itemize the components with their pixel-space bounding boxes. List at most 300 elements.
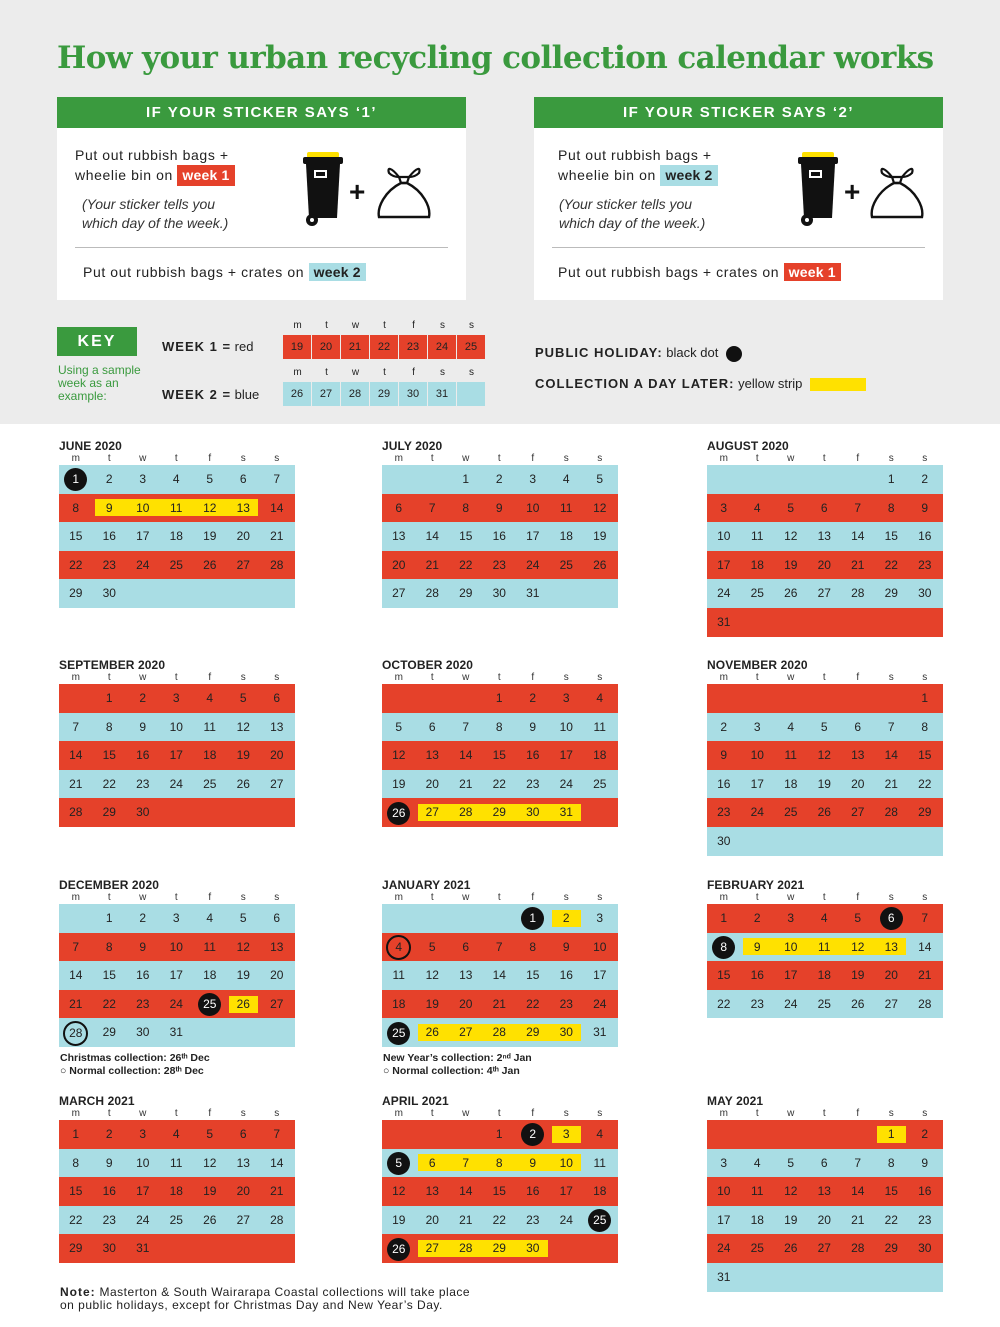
day-number: 14: [851, 1184, 865, 1199]
day-number: 10: [136, 500, 150, 515]
day-header: s: [274, 1108, 280, 1119]
day-cell: [449, 1120, 483, 1149]
week-row-week-2: [707, 933, 943, 962]
day-cell: [227, 713, 261, 742]
day-cell: [160, 990, 194, 1019]
month-grid: [382, 904, 618, 1047]
day-number: 10: [593, 939, 607, 954]
day-cell: [841, 741, 875, 770]
day-cell: [93, 713, 127, 742]
day-cell: [59, 1018, 93, 1047]
day-number: 27: [459, 1025, 473, 1040]
day-cell: [260, 494, 294, 523]
day-number: 21: [69, 996, 83, 1011]
day-cell: [93, 933, 127, 962]
day-cell: [583, 1120, 617, 1149]
day-cell: [483, 1206, 517, 1235]
day-number: 19: [203, 529, 217, 544]
day-number: 26: [593, 557, 607, 572]
day-number: 20: [851, 776, 865, 791]
week-row-week-1: [707, 904, 943, 933]
week-row-week-1: [707, 961, 943, 990]
day-number: 3: [562, 1127, 570, 1141]
day-number: 15: [69, 1184, 83, 1199]
day-number: 22: [492, 776, 506, 791]
sticker-2-line1b: wheelie bin on: [558, 167, 656, 183]
day-header: m: [71, 1108, 80, 1119]
day-cell: [707, 1206, 741, 1235]
week-row-week-2: [382, 1149, 618, 1178]
day-cell: [59, 1120, 93, 1149]
day-cell: [550, 770, 584, 799]
day-number: 8: [921, 719, 929, 734]
sticker-1-line1a: Put out rubbish bags +: [75, 147, 229, 163]
day-cell: [908, 608, 942, 637]
day-cell: [583, 933, 617, 962]
day-number: 27: [884, 996, 898, 1011]
day-number: 9: [105, 500, 113, 515]
day-cell: [227, 990, 261, 1019]
month-december-2020: [59, 879, 295, 1047]
week-row-week-2: [59, 961, 295, 990]
day-cell: [93, 1149, 127, 1178]
day-number: 15: [102, 968, 116, 983]
day-number: 31: [169, 1025, 183, 1040]
day-cell: [126, 494, 160, 523]
day-number: 18: [593, 748, 607, 763]
day-headers: [707, 892, 943, 904]
collection-later-legend: [535, 376, 866, 391]
day-cell: [193, 494, 227, 523]
day-cell: [550, 1206, 584, 1235]
day-number: 18: [784, 776, 798, 791]
day-cell: [483, 904, 517, 933]
day-cell: [841, 1149, 875, 1178]
day-header: t: [107, 892, 111, 903]
day-number: 30: [717, 833, 731, 848]
day-cell: [583, 770, 617, 799]
day-number: 18: [203, 748, 217, 763]
public-holiday-dot: 1: [64, 468, 87, 491]
week-row-week-1: [382, 1177, 618, 1206]
week-row-week-2: [707, 1206, 943, 1235]
public-holiday-dot: 25: [387, 1022, 410, 1045]
day-cell: [707, 713, 741, 742]
day-number: 29: [459, 586, 473, 601]
day-number: 27: [817, 1241, 831, 1256]
day-number: 8: [105, 719, 113, 734]
day-cell: [841, 684, 875, 713]
day-cell: [908, 770, 942, 799]
day-number: 20: [270, 748, 284, 763]
day-number: 21: [851, 557, 865, 572]
day-header: s: [597, 1108, 603, 1119]
sticker-1-line2: Put out rubbish bags + crates on: [83, 264, 305, 280]
day-header: f: [208, 672, 212, 683]
day-cell: [382, 522, 416, 551]
day-cell: [160, 1177, 194, 1206]
key-day-headers: [283, 367, 486, 378]
day-number: 29: [884, 586, 898, 601]
day-number: 26: [236, 776, 250, 791]
week-1-badge: week 1: [784, 263, 841, 281]
day-header: m: [71, 672, 80, 683]
day-cell: [416, 1206, 450, 1235]
month-grid: [707, 684, 943, 856]
day-cell: [741, 1120, 775, 1149]
day-number: 16: [102, 1184, 116, 1199]
day-number: 19: [817, 776, 831, 791]
day-number: 5: [206, 472, 214, 486]
day-number: 5: [239, 911, 247, 925]
day-number: 1: [72, 1127, 80, 1141]
key-day-cell: 28: [341, 382, 369, 406]
day-cell: [583, 684, 617, 713]
day-number: 10: [169, 939, 183, 954]
day-cell: [841, 1234, 875, 1263]
day-cell: [160, 494, 194, 523]
month-grid: [59, 1120, 295, 1263]
day-number: 14: [918, 939, 932, 954]
day-cell: [583, 961, 617, 990]
day-number: 14: [69, 968, 83, 983]
day-number: 14: [69, 748, 83, 763]
day-header: m: [394, 672, 403, 683]
day-cell: [93, 1234, 127, 1263]
day-cell: [908, 551, 942, 580]
day-cell: [774, 494, 808, 523]
public-holiday-dot: 25: [588, 1209, 611, 1232]
sticker-2-card: [534, 97, 943, 300]
day-number: 6: [820, 500, 828, 515]
month-february-2021: [707, 879, 943, 1018]
day-cell: [260, 522, 294, 551]
day-cell: [516, 579, 550, 608]
day-number: 7: [854, 500, 862, 515]
day-number: 4: [596, 691, 604, 705]
day-cell: [382, 770, 416, 799]
day-header: s: [922, 672, 928, 683]
collection-later-label: COLLECTION A DAY LATER:: [535, 376, 735, 391]
day-cell: [875, 608, 909, 637]
day-cell: [193, 1120, 227, 1149]
day-number: 3: [139, 472, 147, 486]
day-cell: [841, 798, 875, 827]
day-cell: [774, 827, 808, 856]
day-cell: [382, 933, 416, 962]
day-number: 9: [720, 748, 728, 763]
day-number: 13: [392, 529, 406, 544]
day-cell: [260, 684, 294, 713]
week-row-week-2: [707, 579, 943, 608]
day-number: 20: [425, 1212, 439, 1227]
week-1-badge: week 1: [177, 165, 234, 186]
day-number: 30: [136, 1025, 150, 1040]
day-number: 8: [105, 939, 113, 954]
day-number: 27: [851, 805, 865, 820]
day-number: 17: [784, 968, 798, 983]
day-number: 11: [170, 500, 183, 515]
day-cell: [550, 579, 584, 608]
day-number: 20: [884, 968, 898, 983]
day-number: 11: [203, 719, 216, 734]
day-number: 28: [918, 996, 932, 1011]
day-number: 7: [495, 939, 503, 954]
day-cell: [93, 522, 127, 551]
day-cell: [382, 1149, 416, 1178]
day-number: 13: [236, 500, 250, 515]
month-grid: [382, 465, 618, 608]
day-cell: [227, 579, 261, 608]
day-cell: [808, 741, 842, 770]
day-cell: [583, 904, 617, 933]
day-header: s: [922, 892, 928, 903]
day-number: 7: [428, 500, 436, 515]
day-header: s: [888, 892, 894, 903]
day-number: 10: [559, 719, 573, 734]
day-cell: [875, 465, 909, 494]
day-number: 12: [236, 719, 250, 734]
day-number: 30: [136, 805, 150, 820]
day-cell: [808, 904, 842, 933]
week-1-key-color: red: [234, 339, 254, 354]
day-cell: [875, 770, 909, 799]
public-holiday-label: PUBLIC HOLIDAY:: [535, 345, 663, 360]
day-cell: [449, 933, 483, 962]
day-cell: [483, 1018, 517, 1047]
week-row-week-2: [382, 904, 618, 933]
day-number: 6: [239, 472, 247, 486]
day-cell: [59, 1149, 93, 1178]
day-number: 1: [495, 691, 503, 705]
day-cell: [774, 608, 808, 637]
day-cell: [483, 798, 517, 827]
day-cell: [449, 990, 483, 1019]
day-number: 26: [784, 586, 798, 601]
day-headers: [59, 672, 295, 684]
day-number: 12: [425, 968, 439, 983]
day-cell: [416, 522, 450, 551]
day-cell: [449, 465, 483, 494]
week-row-week-2: [382, 522, 618, 551]
day-number: 21: [851, 1212, 865, 1227]
week-row-week-2: [59, 465, 295, 494]
day-cell: [741, 798, 775, 827]
day-number: 21: [69, 776, 83, 791]
day-cell: [193, 579, 227, 608]
day-number: 10: [136, 1155, 150, 1170]
day-cell: [416, 1177, 450, 1206]
day-cell: [516, 798, 550, 827]
day-cell: [707, 1177, 741, 1206]
wheelie-bin-icon: [301, 152, 345, 227]
day-number: 9: [139, 939, 147, 954]
day-cell: [382, 1120, 416, 1149]
key-day-cell: 26: [283, 382, 311, 406]
day-number: 30: [526, 1241, 540, 1256]
day-header: m: [394, 892, 403, 903]
day-cell: [808, 770, 842, 799]
day-cell: [260, 798, 294, 827]
day-header: s: [888, 672, 894, 683]
day-cell: [59, 961, 93, 990]
day-number: 11: [170, 1155, 183, 1170]
month-grid: [59, 904, 295, 1047]
day-cell: [449, 1206, 483, 1235]
day-cell: [774, 798, 808, 827]
week-row-week-2: [707, 465, 943, 494]
day-cell: [875, 1206, 909, 1235]
footnote-line2: on public holidays, except for Christmas Day and New Year’s Day.: [60, 1298, 443, 1312]
day-number: 16: [918, 529, 932, 544]
day-number: 24: [136, 1212, 150, 1227]
day-header: f: [208, 1108, 212, 1119]
week-row-week-1: [382, 1120, 618, 1149]
day-cell: [841, 961, 875, 990]
day-cell: [416, 798, 450, 827]
day-cell: [416, 1234, 450, 1263]
week-row-week-1: [59, 1234, 295, 1263]
sticker-1-card: [57, 97, 466, 300]
day-cell: [875, 1149, 909, 1178]
sticker-1-instruction: [75, 146, 235, 186]
sticker-2-line2: Put out rubbish bags + crates on: [558, 264, 780, 280]
key-day-headers: [283, 320, 486, 331]
day-number: 9: [105, 1155, 113, 1170]
day-cell: [516, 990, 550, 1019]
key-day-cell: 30: [399, 382, 427, 406]
day-header: w: [787, 1108, 795, 1119]
day-number: 4: [753, 1155, 761, 1170]
key-day-cell: 27: [312, 382, 340, 406]
day-cell: [808, 494, 842, 523]
day-number: 31: [136, 1241, 150, 1256]
day-number: 28: [459, 1241, 473, 1256]
day-headers: [382, 1108, 618, 1120]
day-header: s: [563, 892, 569, 903]
day-cell: [774, 741, 808, 770]
week-row-week-2: [707, 1149, 943, 1178]
month-title: FEBRUARY 2021: [707, 878, 805, 892]
day-number: 16: [559, 968, 573, 983]
day-number: 25: [750, 1241, 764, 1256]
day-number: 13: [817, 1184, 831, 1199]
day-header: t: [174, 453, 178, 464]
day-cell: [583, 494, 617, 523]
day-header: f: [531, 672, 535, 683]
day-number: 14: [884, 748, 898, 763]
day-cell: [93, 961, 127, 990]
day-cell: [193, 933, 227, 962]
day-cell: [227, 551, 261, 580]
day-header: s: [597, 892, 603, 903]
day-cell: [382, 713, 416, 742]
month-grid: [707, 465, 943, 637]
day-number: 15: [717, 968, 731, 983]
week-2-key-color: blue: [234, 387, 260, 402]
day-number: 5: [206, 1127, 214, 1141]
day-header: t: [383, 367, 386, 378]
day-cell: [774, 770, 808, 799]
day-number: 15: [884, 1184, 898, 1199]
day-header: t: [822, 1108, 826, 1119]
day-cell: [126, 1234, 160, 1263]
day-cell: [160, 741, 194, 770]
day-number: 18: [169, 1184, 183, 1199]
day-cell: [382, 961, 416, 990]
day-cell: [908, 522, 942, 551]
day-cell: [449, 961, 483, 990]
day-cell: [583, 1206, 617, 1235]
day-cell: [260, 741, 294, 770]
day-cell: [707, 579, 741, 608]
week-row-week-2: [707, 827, 943, 856]
day-cell: [449, 579, 483, 608]
day-cell: [774, 579, 808, 608]
day-header: m: [719, 672, 728, 683]
day-cell: [260, 713, 294, 742]
key-day-cell: [457, 382, 485, 406]
rubbish-bag-icon: [868, 163, 926, 223]
day-cell: [550, 741, 584, 770]
day-cell: [875, 494, 909, 523]
day-cell: [550, 904, 584, 933]
day-cell: [483, 579, 517, 608]
day-cell: [707, 608, 741, 637]
day-cell: [260, 904, 294, 933]
day-cell: [516, 741, 550, 770]
day-number: 27: [425, 1241, 439, 1256]
day-number: 9: [139, 719, 147, 734]
day-cell: [160, 1206, 194, 1235]
day-number: 21: [459, 1212, 473, 1227]
day-number: 22: [884, 557, 898, 572]
day-number: 8: [72, 1155, 80, 1170]
day-cell: [160, 713, 194, 742]
day-number: 11: [203, 939, 216, 954]
day-number: 16: [492, 529, 506, 544]
day-number: 14: [270, 500, 284, 515]
day-cell: [416, 904, 450, 933]
day-cell: [126, 1120, 160, 1149]
day-cell: [516, 684, 550, 713]
day-cell: [160, 684, 194, 713]
day-cell: [382, 1177, 416, 1206]
day-cell: [741, 684, 775, 713]
week-row-week-1: [59, 933, 295, 962]
month-title: JULY 2020: [382, 439, 443, 453]
day-number: 11: [751, 1184, 764, 1199]
day-cell: [59, 684, 93, 713]
public-holiday-dot: 6: [880, 907, 903, 930]
day-number: 1: [921, 691, 929, 705]
day-cell: [382, 684, 416, 713]
sticker-2-header: IF YOUR STICKER SAYS ‘2’: [534, 97, 943, 128]
day-number: 28: [884, 805, 898, 820]
day-cell: [808, 465, 842, 494]
day-cell: [126, 579, 160, 608]
day-cell: [875, 1234, 909, 1263]
day-number: 29: [492, 805, 506, 820]
day-cell: [841, 1120, 875, 1149]
day-cell: [382, 494, 416, 523]
day-number: 19: [425, 996, 439, 1011]
day-headers: [707, 672, 943, 684]
day-cell: [193, 465, 227, 494]
day-cell: [841, 465, 875, 494]
day-header: s: [240, 892, 246, 903]
day-number: 16: [136, 968, 150, 983]
